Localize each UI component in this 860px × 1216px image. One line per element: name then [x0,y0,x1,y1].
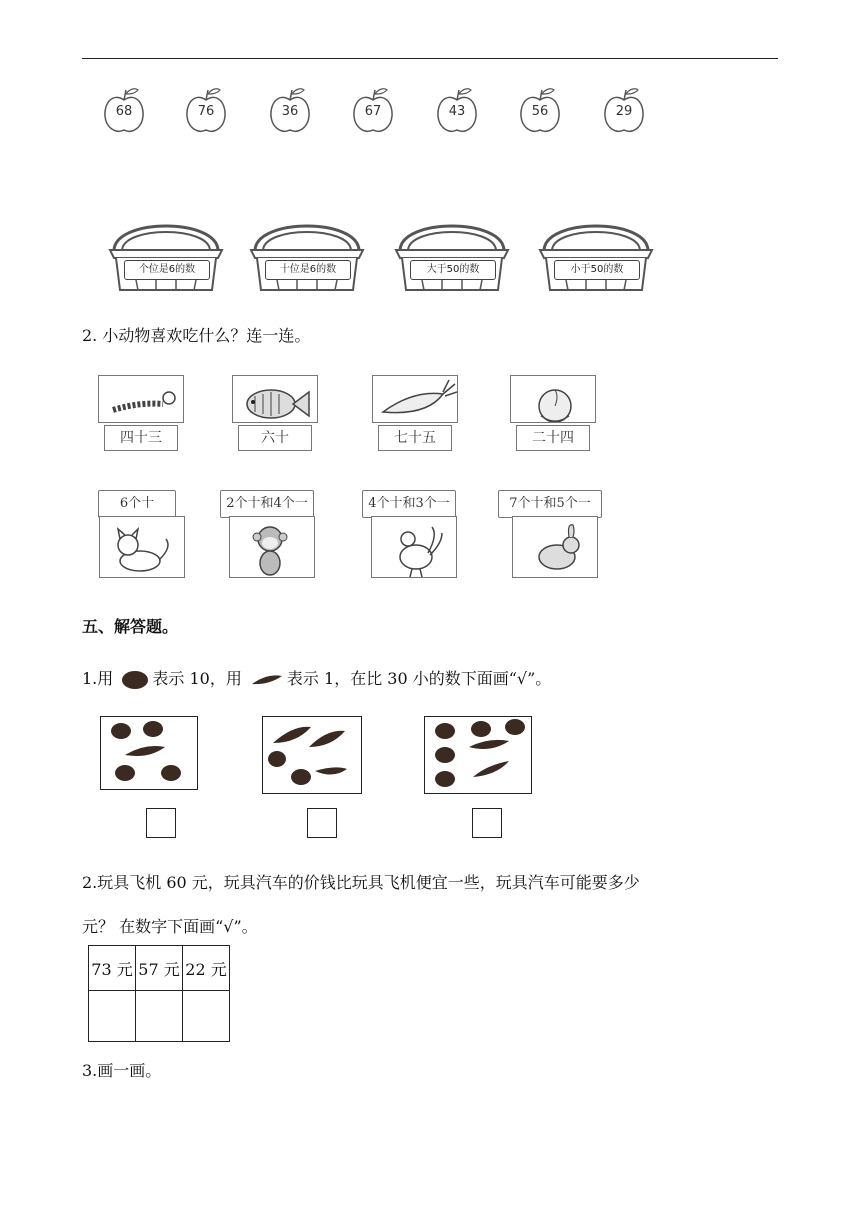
apple-number[interactable] [518,86,566,138]
apple-number[interactable] [602,86,650,138]
animal-picture [512,516,598,578]
answer-checkbox-2[interactable] [307,808,337,838]
apple-value: 76 [197,104,215,119]
apple-number[interactable] [102,86,150,138]
answer-3-title: 3.画一画。 [82,1061,162,1080]
cat-icon [100,517,184,577]
section-title: 五、解答题。 [82,617,179,636]
animal-speech-bubble: 7个十和5个一 [498,490,602,518]
answer-1-text-c: 表示 1，在比 30 小的数下面画“√”。 [286,669,552,688]
basket-label: 大于50的数 [410,260,496,280]
apple-value: 36 [281,104,299,119]
basket-label: 小于50的数 [554,260,640,280]
carrot-icon [373,376,457,422]
animal-picture [99,516,185,578]
animal-speech-bubble: 6个十 [98,490,176,518]
food-card[interactable] [232,375,318,453]
animal-card[interactable] [362,490,458,582]
bean-ten-icon [120,669,150,691]
bean-card-2 [262,716,362,794]
food-number-label: 六十 [238,425,312,451]
monkey-icon [230,517,314,577]
question-2-title: 2. 小动物喜欢吃什么？连一连。 [82,326,311,345]
food-card[interactable] [98,375,184,453]
food-picture [232,375,318,423]
price-cell-2: 57 元 [136,946,183,991]
apple-number[interactable] [435,86,483,138]
apple-value: 43 [448,104,466,119]
price-cell-1: 73 元 [89,946,136,991]
answer-1-text-a: 1.用 [82,669,114,688]
animal-speech-bubble: 2个十和4个一 [220,490,314,518]
answer-cell-3[interactable] [183,991,230,1042]
food-picture [510,375,596,423]
answer-2-line-2: 元？ 在数字下面画“√”。 [82,917,258,936]
answer-2-line-1: 2.玩具飞机 60 元，玩具汽车的价钱比玩具飞机便宜一些，玩具汽车可能要多少 [82,873,640,892]
food-number-label: 四十三 [104,425,178,451]
basket-icon [392,210,512,300]
bean-card-3 [424,716,532,794]
basket[interactable] [536,210,656,300]
apple-value: 56 [531,104,549,119]
rooster-icon [372,517,456,577]
answer-cell-2[interactable] [136,991,183,1042]
peach-icon [511,376,595,422]
basket[interactable] [247,210,367,300]
basket-label: 个位是6的数 [124,260,210,280]
food-number-label: 二十四 [516,425,590,451]
price-cell-3: 22 元 [183,946,230,991]
animal-speech-bubble: 4个十和3个一 [362,490,456,518]
basket-icon [536,210,656,300]
apple-value: 67 [364,104,382,119]
animal-card[interactable] [498,490,604,582]
rabbit-icon [513,517,597,577]
apple-value: 29 [615,104,633,119]
animal-card[interactable] [98,490,178,582]
basket[interactable] [392,210,512,300]
apple-number[interactable] [351,86,399,138]
apple-value: 68 [115,104,133,119]
apple-number[interactable] [184,86,232,138]
animal-picture [229,516,315,578]
answer-checkbox-3[interactable] [472,808,502,838]
food-card[interactable] [510,375,596,453]
answer-1-prompt [82,666,782,690]
basket-label: 十位是6的数 [265,260,351,280]
basket[interactable] [106,210,226,300]
stick-one-icon [249,669,285,691]
caterpillar-icon [99,376,183,422]
answer-checkbox-1[interactable] [146,808,176,838]
food-picture [98,375,184,423]
price-table [88,945,230,1042]
answer-1-text-b: 表示 10，用 [152,669,242,688]
top-rule [82,58,778,59]
animal-picture [371,516,457,578]
fish-icon [233,376,317,422]
basket-icon [247,210,367,300]
food-number-label: 七十五 [378,425,452,451]
answer-cell-1[interactable] [89,991,136,1042]
apple-number[interactable] [268,86,316,138]
animal-card[interactable] [220,490,316,582]
food-picture [372,375,458,423]
bean-card-1 [100,716,198,790]
food-card[interactable] [372,375,458,453]
basket-icon [106,210,226,300]
